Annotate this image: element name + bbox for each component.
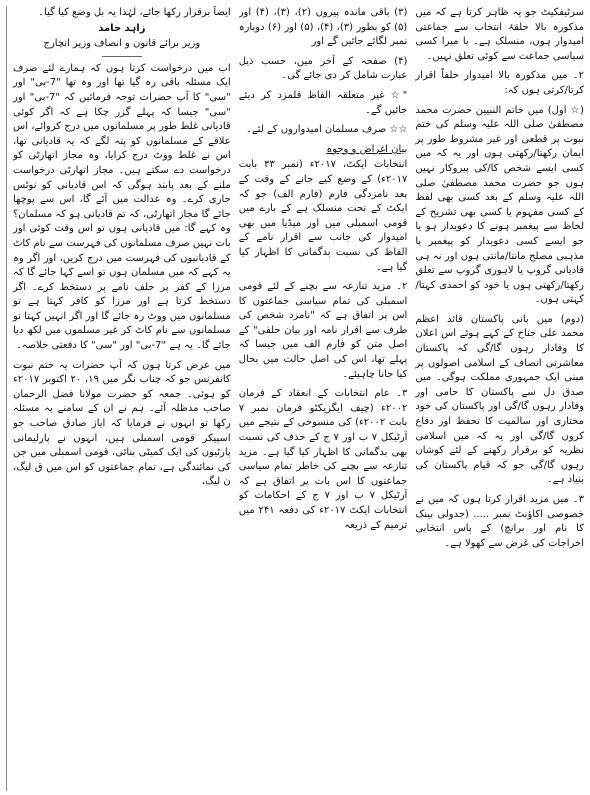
paragraph: ۲۔ مزید تنازعہ سے بچنے کے لئے قومی اسمبلی کی تمام سیاسی جماعتوں کا اس پر اتفاق ہے کہ "نامزد شخص کی طرف سے اقرار نامہ اور بیان حلفی" کے اصل متن کو فارم الف میں جیسا کہ پہلے تھا، اس کی اصل حالت میں بحال کیا جانا چاہیئے۔ — [238, 281, 408, 380]
paragraph: میں عرض کرتا ہوں کہ آپ حضرات یہ ختم نبوت کانفرنس جو کہ چناب نگر میں ۱۹، ۲۰ اکتوبر ۲۰۱۷ء کو ہوئی۔ جمعہ کو حضرت مولانا فضل الرحمان صاحب مدظلہ آئے۔ ہم نے ان کے سامنے یہ مسئلہ رکھا تو انہوں نے فرمایا کہ ایاز صادق صاحب جو اسپیکر قومی اسمبلی ہیں، انہوں نے پارلیمانی پارٹیوں کی ایک کمیٹی بنائی، قومی اسمبلی میں جن کی نمائندگی ہے، تمام جماعتوں کو اس میں ق لیگ، ن لیگ، — [13, 359, 231, 488]
footnote: "☆ غیر متعلقہ الفاظ قلمزد کر دیئے جائیں گے۔ — [238, 89, 408, 116]
section-heading: بیان اغراض و وجوہ — [326, 143, 408, 155]
column-middle — [239, 6, 408, 791]
footnote: ☆☆ صرف مسلمان امیدواروں کے لئے۔ — [245, 124, 408, 136]
paragraph: ۲۔ میں مذکورہ بالا امیدوار حلفاً اقرار کرتا/کرتی ہوں کہ: — [415, 70, 584, 96]
column-right — [415, 6, 584, 791]
paragraph: ۳۔ میں مزید اقرار کرتا ہوں کہ میں نے خصوصی اکاؤنٹ نمبر ..... (جدولی بینک کا نام اور برانچ) کے پاس انتخابی اخراجات کی غرض سے کھولا ہے۔ — [415, 494, 584, 549]
column-left — [6, 6, 231, 791]
paragraph: (☆ اول) میں خاتم النبیین حضرت محمد مصطفیٰ صلی اللہ علیہ وسلم کی ختم نبوت پر قطعی اور غیر مشروط طور پر ایمان رکھتا/رکھتی ہوں اور یہ کہ میں کسی ایسے شخص کا/کی پیروکار نہیں ہوں جو حضرت محمد مصطفیٰ صلی اللہ علیہ وسلم کے بعد کسی بھی لفظ کے کسی مفہوم یا کسی بھی تشریح کے لحاظ سے پیغمبر ہونے کا دعویدار ہو یا جو ایسے کسی دعویدار کو پیغمبر یا مذہبی مصلح مانتا/مانتی ہوں اور نہ ہی قادیانی گروپ یا لاہوری گروپ سے تعلق رکھتا/رکھتی ہوں یا خود کو احمدی کہتا/کہتی ہوں۔ — [415, 104, 584, 306]
paragraph: سرٹیفکیٹ جو یہ ظاہر کرتا ہے کہ میں مذکورہ بالا حلقۂ انتخاب سے جماعتی امیدوار ہوں، منسلک ہے۔ یا میرا کسی سیاسی جماعت سے کوئی تعلق نہیں۔ — [415, 7, 584, 62]
paragraph: انتخابات ایکٹ، ۲۰۱۷ء (نمبر ۳۳ بابت ۲۰۱۷ء) کے وضع کیے جانے کے وقت کے بعد نامزدگی فارم (فارم الف) جو کہ ایکٹ کے تحت منسلک ہے کے بارے میں قومی اسمبلی میں اور میڈیا میں بھی امیدوار کی جانب سے اقرار نامے کے الفاظ کی نسبت بدگمانی کا اظہار کیا گیا ہے۔ — [238, 159, 408, 273]
paragraph: ایضاً برقرار رکھا جائے، لہٰذا یہ بل وضع کیا گیا۔ — [38, 7, 231, 18]
paragraph: (۴) صفحہ کے آخر میں، حسب ذیل عبارت شامل کر دی جائے گی۔ — [238, 55, 408, 82]
paragraph: ۳۔ عام انتخابات کے انعقاد کے فرمان ۲۰۰۲ء (چیف ایگزیکٹو فرمان نمبر ۷ بابت ۲۰۰۲ء) کی منسوخی کے نتیجے میں آرٹیکل ۷ ب اور ۷ ج کے حذف کی نسبت بھی بدگمانی کا اظہار کیا گیا ہے۔ مزید تنازعہ سے بچنے کی خاطر تمام سیاسی جماعتوں کا اس بات پر اتفاق ہے کہ آرٹیکل ۷ ب اور ۷ ج کے احکامات کو انتخابات ایکٹ ۲۰۱۷ء کی دفعہ ۲۴۱ میں ترمیم کے ذریعہ — [238, 388, 408, 531]
paragraph: (دوم) میں بانی پاکستان قائد اعظم محمد علی جناح کے کہے ہوئے اس اعلان کا وفادار رہوں گا/گی کہ پاکستان معاشرتی انصاف کے اسلامی اصولوں پر مبنی ایک جمہوری مملکت ہوگی۔ میں صدق دل سے پاکستان کا حامی اور وفادار رہوں گا/گی اور پاکستان کی خود مختاری اور سالمیت کا تحفظ اور دفاع کروں گا/گی اور یہ کہ میں اسلامی نظریہ کو برقرار رکھنے کے لئے کوشاں رہوں گا/گی جو کہ قیام پاکستان کی بنیاد ہے۔ — [415, 313, 584, 486]
paragraph: (۳) باقی ماندہ پیروں (۲)، (۳)، (۴) اور (۵) کو بطور (۳)، (۴)، (۵) اور (۶) دوبارہ نمبر لگائے جائیں گے اور — [238, 7, 408, 48]
signatory-title: وزیر برائے قانون و انصاف وزیر انچارج — [43, 38, 201, 50]
signatory-name: زاہد حامد — [98, 22, 146, 34]
paragraph: اب میں درخواست کرتا ہوں کہ ہمارے لئے صرف ایک مسئلہ باقی رہ گیا تھا اور وہ تھا "7-بی" اور "سی" کا آپ حضرات توجہ فرمائیں کہ "7-بی" اور "سی" جیسا کہ پہلے گزر چکا ہے کہ اگر کوئی قادیانی غلط طور پر مسلمانوں میں درج کروائے، اس علاقے کے مسلمانوں کو پتہ لگے کہ یہ قادیانی تھا، اس نے غلط ووٹ درج کرایا، وہ مجاز اتھارٹی کو درخواست دے سکتے ہیں۔ مجاز اتھارٹی درخواست ملنے کے بعد پابند ہوگی کہ اس قادیانی کو نوٹس جاری کرے۔ وہ عدالت میں آئے گا، اس سے پوچھا جائے گا مجاز اتھارٹی، کہ تم قادیانی ہو کہ مسلمان؟ وہ کہے گا: میں قادیانی ہوں تو اس وقت کوئی اور بات نہیں صرف مسلمانوں کی فہرست سے نام کاٹ کے قادیانیوں کی فہرست میں درج کریں، اور اگر وہ یہ کہے کہ میں مسلمان ہوں تو اسے کہا جائے گا کہ مرزا کے کفر پر حلف نامے پر دستخط کرے۔ اگر دستخط کرتا ہے اور مرزا کو کافر کہتا ہے تو مسلمانوں میں ووٹ رہ جائے گا اور اگر انہیں کہتا تو مسلمانوں سے نام کاٹ کر غیر مسلموں میں لکھ دیا جائے گا۔ یہ ہے "7-بی" اور "سی" کا دفعتی خلاصہ۔ — [13, 62, 231, 352]
divider — [102, 56, 142, 57]
